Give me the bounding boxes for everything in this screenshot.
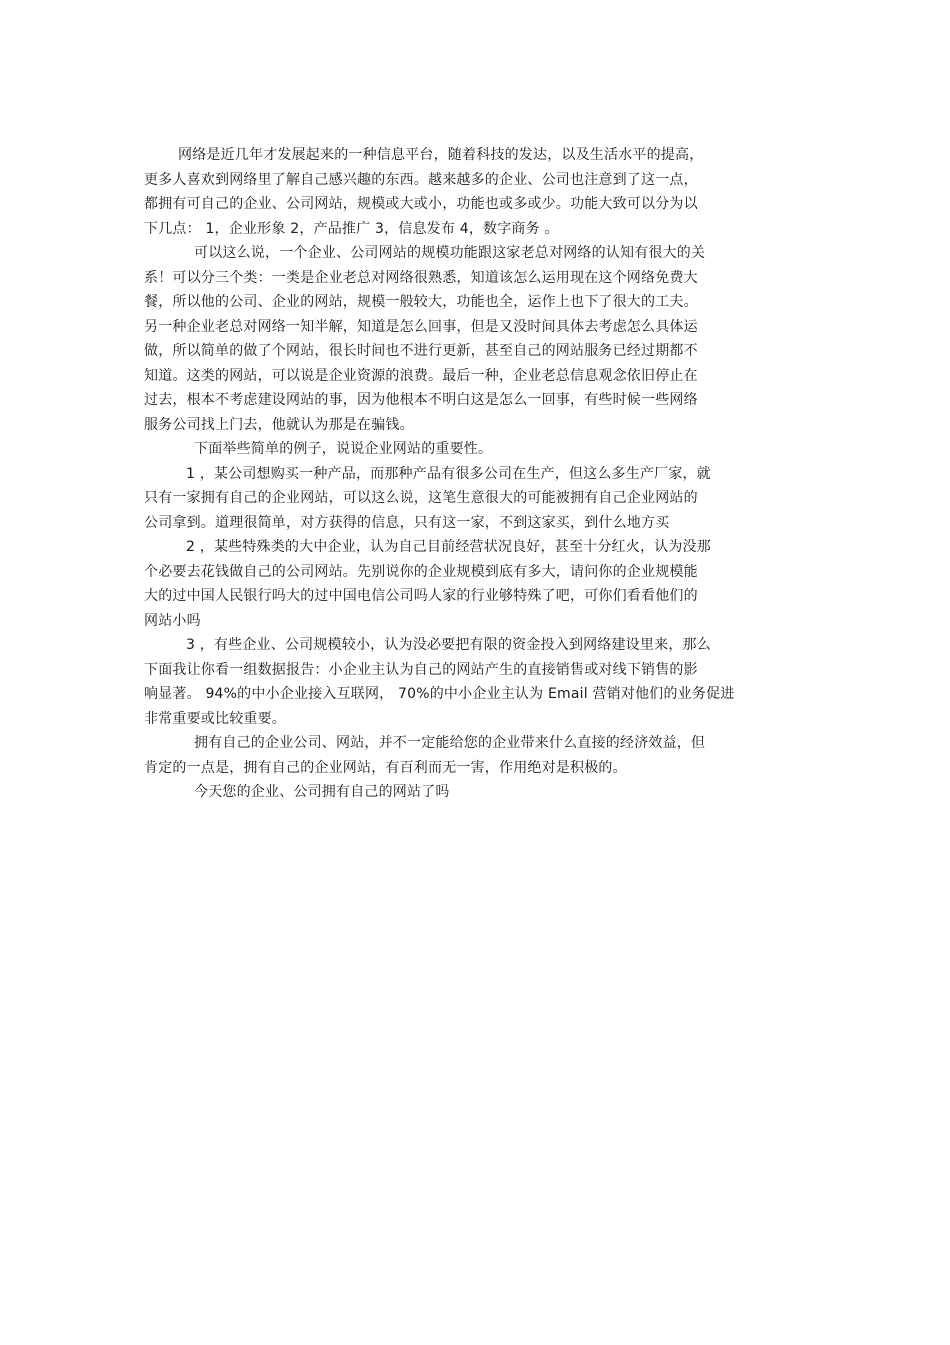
paragraph-1-line-1: 网络是近几年才发展起来的一种信息平台，随着科技的发达，以及生活水平的提高， <box>178 147 704 163</box>
paragraph-5-line-1: 今天您的企业、公司拥有自己的网站了吗 <box>194 784 450 800</box>
paragraph-2-line-6: 知道。这类的网站，可以说是企业资源的浪费。最后一种，企业老总信息观念依旧停止在 <box>144 367 698 384</box>
example-1-line-1: 1 ，某公司想购买一种产品，而那种产品有很多公司在生产，但这么多生产厂家，就 <box>186 465 711 482</box>
example-3-line-2: 下面我让你看一组数据报告：小企业主认为自己的网站产生的直接销售或对线下销售的影 <box>144 661 698 678</box>
paragraph-2-line-5: 做，所以简单的做了个网站，很长时间也不进行更新，甚至自己的网站服务已经过期都不 <box>144 343 698 359</box>
example-2-line-4: 网站小吗 <box>144 612 201 629</box>
example-1-line-3: 公司拿到。道理很简单，对方获得的信息，只有这一家，不到这家买，到什么地方买 <box>144 514 670 531</box>
paragraph-3-line-1: 下面举些简单的例子，说说企业网站的重要性。 <box>194 441 493 457</box>
paragraph-2-line-1: 可以这么说，一个企业、公司网站的规模功能跟这家老总对网络的认知有很大的关 <box>194 245 706 261</box>
paragraph-4-line-2: 肯定的一点是，拥有自己的企业网站，有百利而无一害，作用绝对是积极的。 <box>144 759 627 776</box>
paragraph-2-line-7: 过去，根本不考虑建设网站的事，因为他根本不明白这是怎么一回事，有些时候一些网络 <box>144 392 698 408</box>
paragraph-2-line-8: 服务公司找上门去，他就认为那是在骗钱。 <box>144 416 414 433</box>
paragraph-1-line-4: 下几点： 1，企业形象 2，产品推广 3，信息发布 4，数字商务 。 <box>144 220 559 237</box>
paragraph-2-line-4: 另一种企业老总对网络一知半解，知道是怎么回事，但是又没时间具体去考虑怎么具体运 <box>144 318 698 335</box>
paragraph-2-line-2: 系！可以分三个类：一类是企业老总对网络很熟悉，知道该怎么运用现在这个网络免费大 <box>144 269 698 286</box>
example-2-line-2: 个必要去花钱做自己的公司网站。先别说你的企业规模到底有多大，请问你的企业规模能 <box>144 563 698 580</box>
paragraph-2-line-3: 餐，所以他的公司、企业的网站，规模一般较大，功能也全，运作上也下了很大的工夫。 <box>144 294 698 310</box>
paragraph-1-line-2: 更多人喜欢到网络里了解自己感兴趣的东西。越来越多的企业、公司也注意到了这一点， <box>144 171 698 188</box>
document-body <box>144 143 794 805</box>
example-3-line-1: 3 ，有些企业、公司规模较小，认为没必要把有限的资金投入到网络建设里来，那么 <box>186 637 711 653</box>
example-3-line-4: 非常重要或比较重要。 <box>144 710 286 727</box>
example-1-line-2: 只有一家拥有自己的企业网站，可以这么说，这笔生意很大的可能被拥有自己企业网站的 <box>144 490 698 506</box>
paragraph-4-line-1: 拥有自己的企业公司、网站，并不一定能给您的企业带来什么直接的经济效益，但 <box>194 735 706 751</box>
example-2-line-1: 2 ，某些特殊类的大中企业，认为自己目前经营状况良好，甚至十分红火，认为没那 <box>186 539 711 555</box>
example-2-line-3: 大的过中国人民银行吗大的过中国电信公司吗人家的行业够特殊了吧，可你们看看他们的 <box>144 588 698 604</box>
example-3-line-3: 响显著。 94%的中小企业接入互联网， 70%的中小企业主认为 Email 营销对他们的业务促进 <box>144 686 735 702</box>
paragraph-1-line-3: 都拥有可自己的企业、公司网站，规模或大或小，功能也或多或少。功能大致可以分为以 <box>144 196 698 212</box>
